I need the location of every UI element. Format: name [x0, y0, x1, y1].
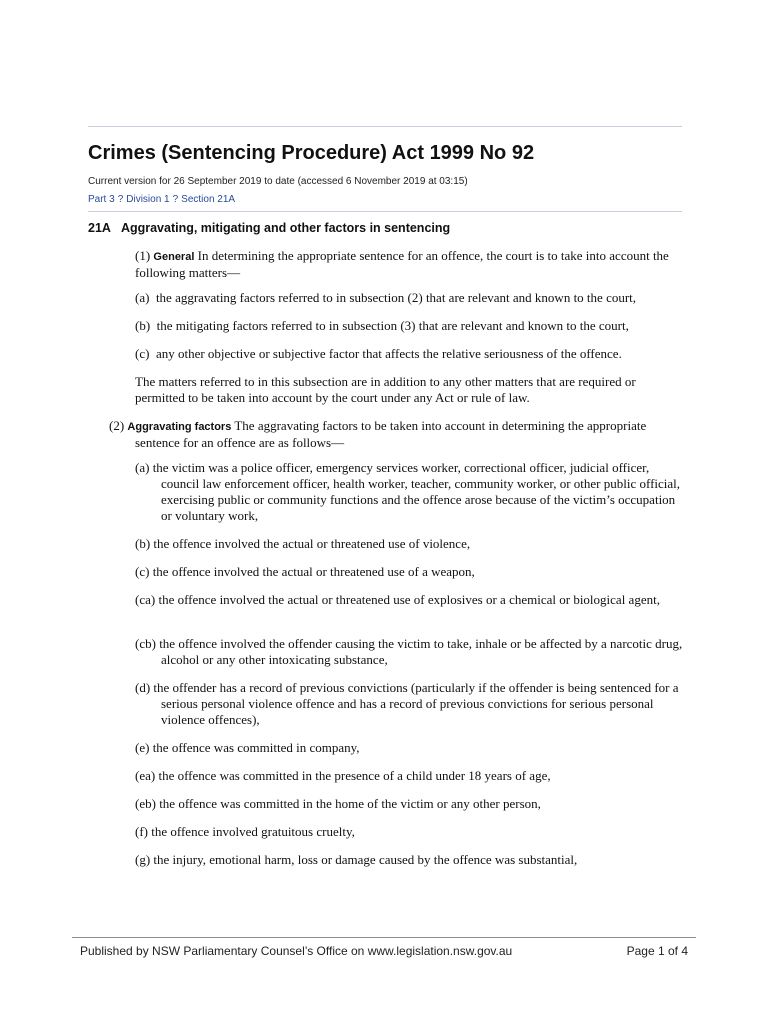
subsection-2-item-f	[135, 824, 683, 840]
item-label: (e)	[135, 740, 150, 755]
subsection-1	[109, 248, 684, 281]
item-label: (b)	[135, 536, 151, 551]
item-text: the offence involved the offender causing the victim to take, inhale or be affected by a narcotic drug, alcohol or any other intoxicating substance,	[159, 636, 683, 667]
item-label: (eb)	[135, 796, 156, 811]
subsection-2-item-b	[135, 536, 683, 552]
section-number: 21A	[88, 221, 111, 235]
item-label: (cb)	[135, 636, 156, 651]
subsection-1-label: (1)	[135, 248, 151, 263]
subsection-2-item-e	[135, 740, 683, 756]
item-label: (a)	[135, 460, 150, 475]
item-text: the offence involved the actual or threatened use of a weapon,	[152, 564, 475, 579]
item-text: the offence involved the actual or threatened use of violence,	[153, 536, 471, 551]
section-heading	[88, 221, 450, 235]
item-label: (f)	[135, 824, 148, 839]
item-text: the injury, emotional harm, loss or damage caused by the offence was substantial,	[153, 852, 578, 867]
item-label: (a)	[135, 290, 150, 305]
item-label: (g)	[135, 852, 151, 867]
item-label: (ca)	[135, 592, 156, 607]
subsection-1-item-b	[135, 318, 685, 334]
item-label: (c)	[135, 346, 150, 361]
item-text: any other objective or subjective factor that affects the relative seriousness of the offence.	[155, 346, 622, 361]
breadcrumb-division[interactable]: Division 1	[126, 194, 170, 205]
header-divider	[88, 211, 682, 212]
item-text: the victim was a police officer, emergency services worker, correctional officer, judicial officer, council law enforcement officer, health worker, teacher, community worker, or other public official, exercising public or community functions and the offence arose because of the victim’s occupation or voluntary work,	[152, 460, 681, 523]
item-text: the mitigating factors referred to in subsection (3) that are relevant and known to the court,	[156, 318, 629, 333]
item-text: the offence was committed in company,	[152, 740, 360, 755]
item-text: the offender has a record of previous convictions (particularly if the offender is being sentenced for a serious personal violence offence and has a record of previous convictions for serious personal violence offences),	[153, 680, 679, 727]
footer-divider	[72, 937, 696, 938]
subsection-2-item-g	[135, 852, 683, 868]
subsection-1-item-c	[135, 346, 685, 362]
subsection-2	[109, 418, 684, 451]
subsection-1-item-a	[135, 290, 685, 306]
subsection-2-item-a	[135, 460, 683, 524]
subsection-1-intro: In determining the appropriate sentence for an offence, the court is to take into account the following matters—	[135, 248, 669, 280]
subsection-2-item-cb	[135, 636, 683, 668]
section-title: Aggravating, mitigating and other factors in sentencing	[120, 221, 451, 235]
footer-page-number: Page 1 of 4	[626, 944, 688, 958]
subsection-1-subtitle: General	[153, 251, 195, 263]
subsection-2-intro: The aggravating factors to be taken into account in determining the appropriate sentence for an offence are as follows—	[135, 418, 647, 450]
item-text: the offence was committed in the home of the victim or any other person,	[159, 796, 541, 811]
subsection-2-label: (2)	[109, 418, 125, 433]
subsection-2-item-ea	[135, 768, 683, 784]
item-text: the offence involved gratuitous cruelty,	[151, 824, 355, 839]
subsection-1-note: The matters referred to in this subsection are in addition to any other matters that are required or permitted to be taken into account by the court under any Act or rule of law.	[135, 374, 636, 405]
footer-publisher: Published by NSW Parliamentary Counsel’s Office on www.legislation.nsw.gov.au	[80, 944, 513, 958]
version-info: Current version for 26 September 2019 to date (accessed 6 November 2019 at 03:15)	[88, 176, 468, 187]
breadcrumb-separator: ?	[172, 194, 179, 205]
item-label: (b)	[135, 318, 151, 333]
subsection-2-item-ca	[135, 592, 683, 608]
breadcrumb-separator: ?	[117, 194, 124, 205]
item-label: (c)	[135, 564, 150, 579]
breadcrumb-section[interactable]: Section 21A	[181, 194, 236, 205]
subsection-2-item-c	[135, 564, 683, 580]
item-text: the offence involved the actual or threatened use of explosives or a chemical or biological agent,	[158, 592, 660, 607]
item-label: (ea)	[135, 768, 156, 783]
subsection-2-item-eb	[135, 796, 683, 812]
top-divider	[88, 126, 682, 127]
subsection-2-subtitle: Aggravating factors	[127, 421, 232, 433]
item-text: the offence was committed in the presence of a child under 18 years of age,	[158, 768, 551, 783]
breadcrumb-part[interactable]: Part 3	[88, 194, 115, 205]
item-label: (d)	[135, 680, 151, 695]
act-title: Crimes (Sentencing Procedure) Act 1999 No 92	[88, 142, 535, 164]
breadcrumb	[88, 194, 235, 205]
item-text: the aggravating factors referred to in subsection (2) that are relevant and known to the court,	[155, 290, 637, 305]
subsection-2-item-d	[135, 680, 683, 728]
